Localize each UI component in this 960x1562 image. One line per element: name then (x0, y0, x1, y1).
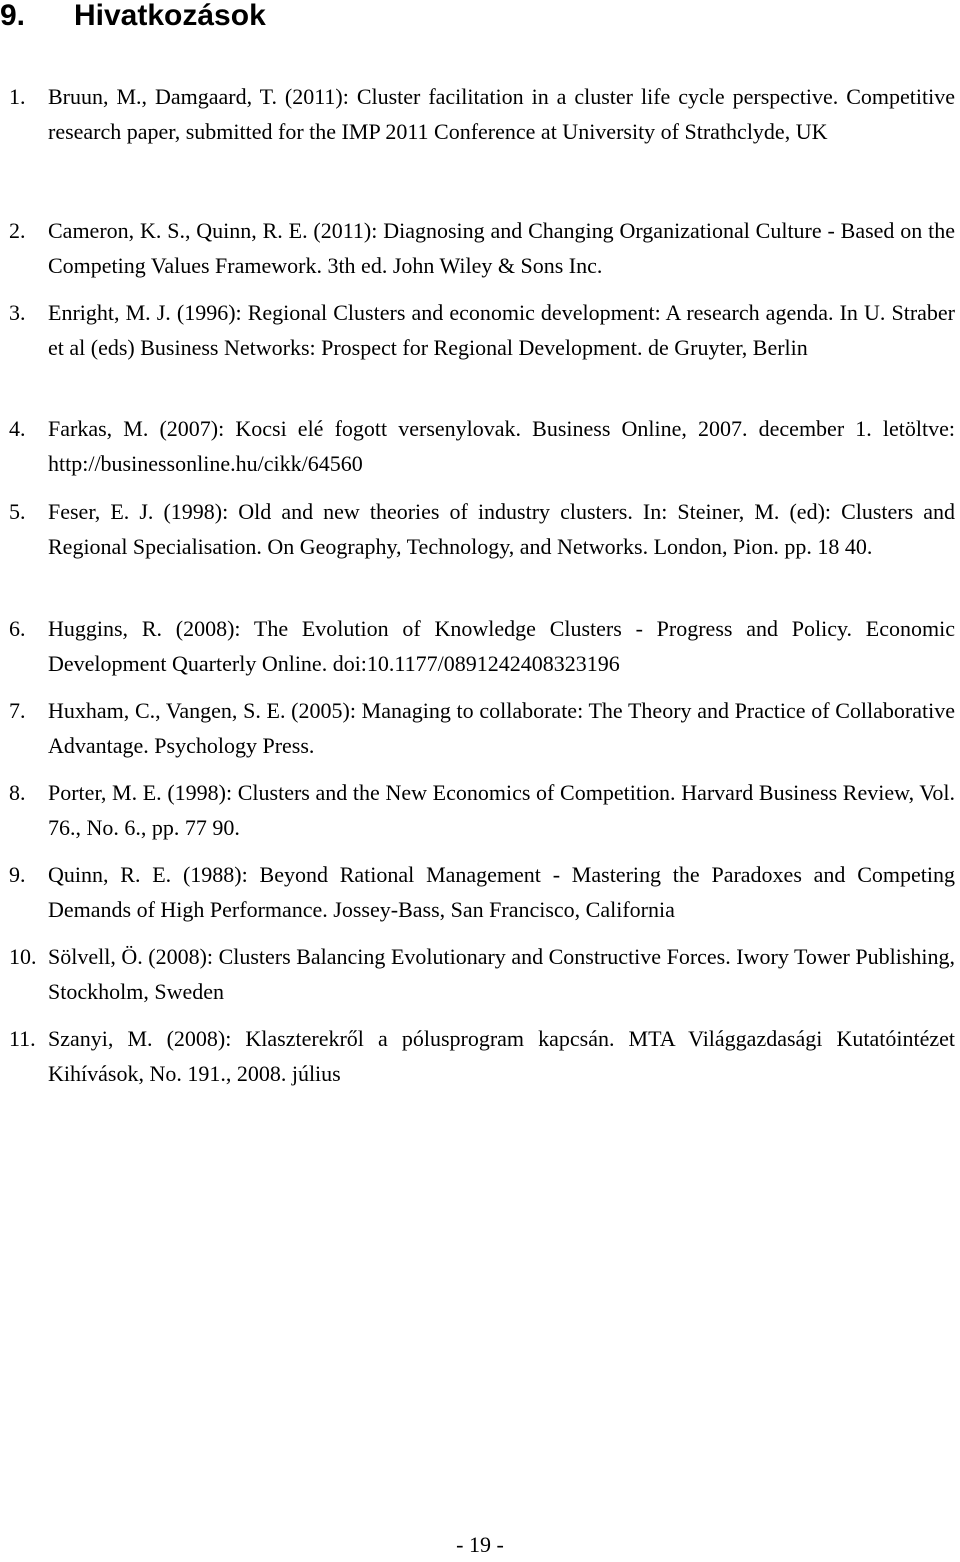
reference-text: Quinn, R. E. (1988): Beyond Rational Management - Mastering the Paradoxes and Competing Demands of High Performance. Jossey-Bass, San Francisco, California (48, 862, 955, 922)
reference-number: 4. (9, 416, 26, 441)
reference-item (0, 214, 960, 283)
reference-text: Szanyi, M. (2008): Klaszterekről a pólusprogram kapcsán. MTA Világgazdasági Kutatóintézet Kihívások, No. 191., 2008. július (48, 1026, 955, 1086)
reference-number: 11. (9, 1026, 36, 1051)
reference-item (0, 80, 960, 149)
reference-number: 2. (9, 218, 26, 243)
reference-number: 1. (9, 84, 26, 109)
reference-item (0, 776, 960, 845)
section-number: 9. (0, 0, 26, 32)
reference-item (0, 694, 960, 763)
reference-number: 5. (9, 499, 26, 524)
reference-item (0, 296, 960, 365)
reference-number: 3. (9, 300, 26, 325)
reference-number: 9. (9, 862, 26, 887)
section-title: Hivatkozások (74, 0, 266, 32)
reference-number: 8. (9, 780, 26, 805)
page-number: - 19 - (456, 1532, 504, 1557)
reference-number: 6. (9, 616, 26, 641)
reference-item (0, 495, 960, 564)
reference-text: Bruun, M., Damgaard, T. (2011): Cluster facilitation in a cluster life cycle perspective. Competitive research paper, submitted for the IMP 2011 Conference at University of Strathclyde, UK (48, 84, 955, 144)
reference-number: 7. (9, 698, 26, 723)
reference-text: Huggins, R. (2008): The Evolution of Knowledge Clusters - Progress and Policy. Economic Development Quarterly Online. doi:10.1177/0891242408323196 (48, 616, 955, 676)
reference-text: Enright, M. J. (1996): Regional Clusters and economic development: A research agenda. In U. Straber et al (eds) Business Networks: Prospect for Regional Development. de Gruyter, Berlin (48, 300, 955, 360)
reference-text: Feser, E. J. (1998): Old and new theories of industry clusters. In: Steiner, M. (ed): Clusters and Regional Specialisation. On Geography, Technology, and Networks. London, Pion. pp. 18 40. (48, 499, 955, 559)
reference-item (0, 612, 960, 681)
reference-item (0, 412, 960, 481)
reference-text: Huxham, C., Vangen, S. E. (2005): Managing to collaborate: The Theory and Practice of Collaborative Advantage. Psychology Press. (48, 698, 955, 758)
reference-text: Porter, M. E. (1998): Clusters and the New Economics of Competition. Harvard Business Review, Vol. 76., No. 6., pp. 77 90. (48, 780, 955, 840)
reference-text: Cameron, K. S., Quinn, R. E. (2011): Diagnosing and Changing Organizational Culture - Based on the Competing Values Framework. 3th ed. John Wiley & Sons Inc. (48, 218, 955, 278)
reference-item (0, 940, 960, 1009)
reference-item (0, 1022, 960, 1091)
reference-text: Farkas, M. (2007): Kocsi elé fogott versenylovak. Business Online, 2007. december 1. letöltve: http://businessonline.hu/cikk/64560 (48, 416, 955, 476)
reference-text: Sölvell, Ö. (2008): Clusters Balancing Evolutionary and Constructive Forces. Iwory Tower Publishing, Stockholm, Sweden (48, 944, 955, 1004)
reference-item (0, 858, 960, 927)
reference-number: 10. (9, 944, 37, 969)
